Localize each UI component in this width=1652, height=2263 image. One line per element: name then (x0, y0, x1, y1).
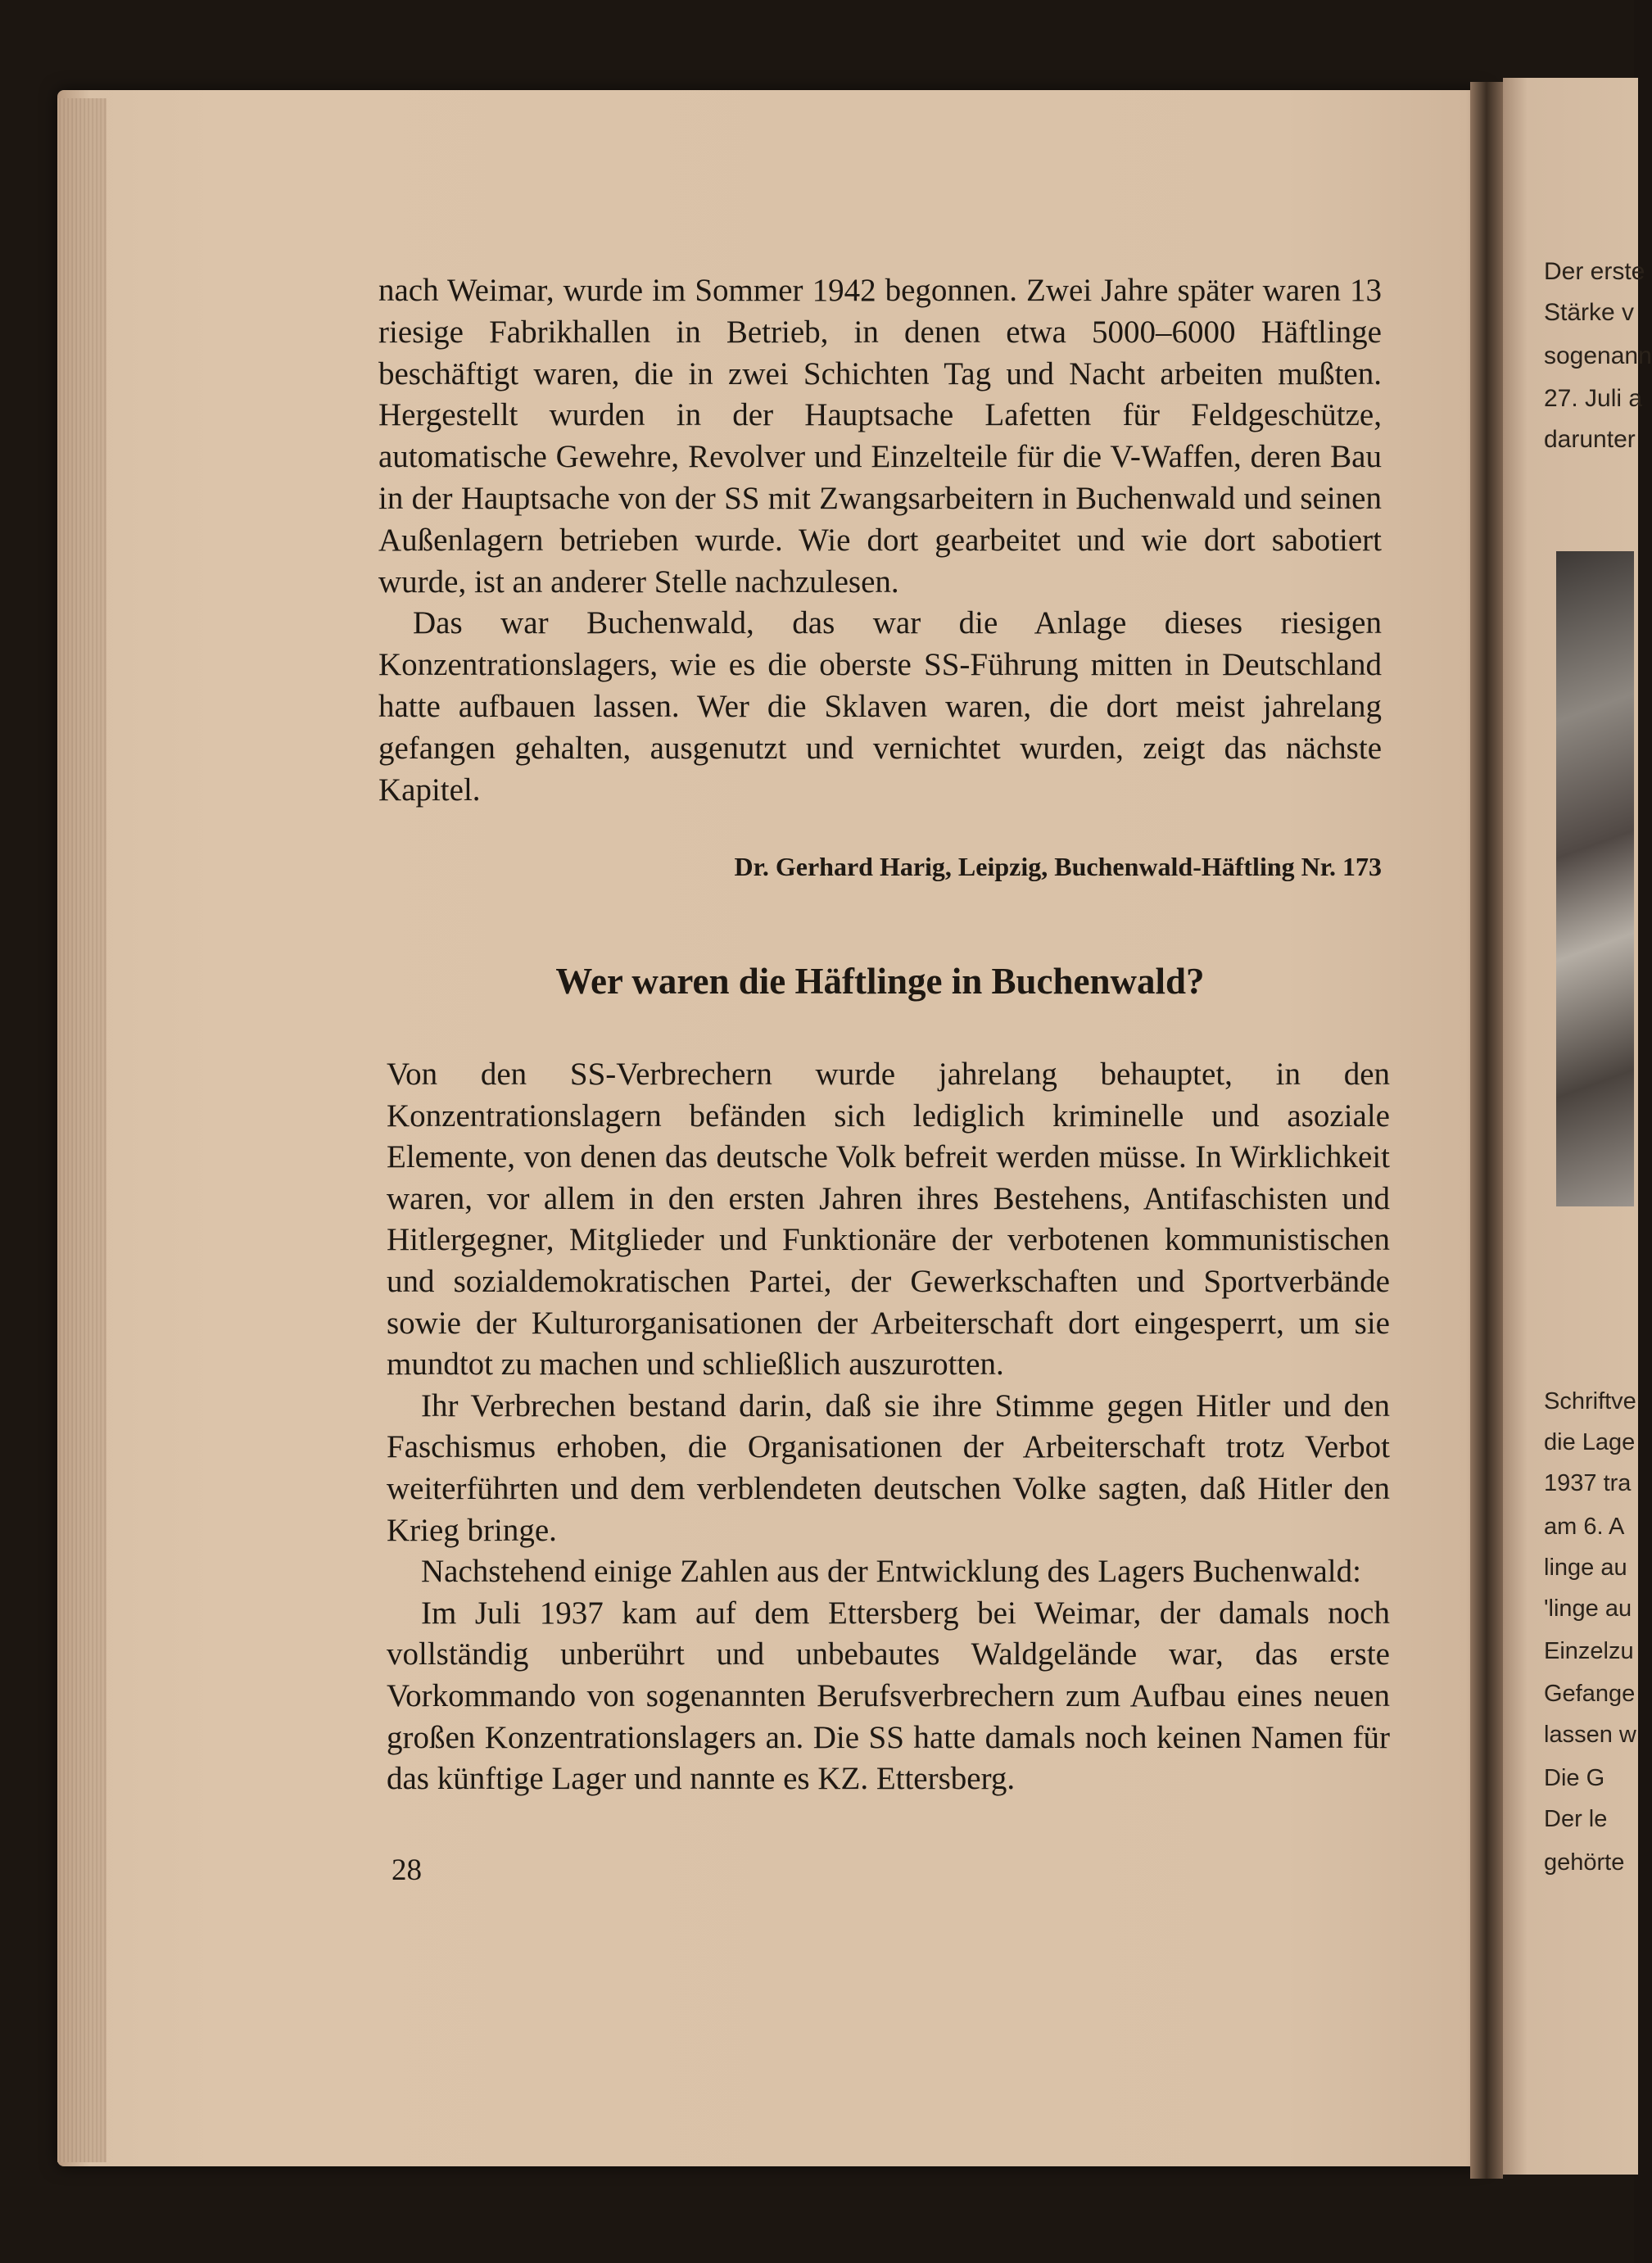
paragraph: nach Weimar, wurde im Sommer 1942 begonnen. Zwei Jahre später waren 13 riesige Fabrikhallen in Betrieb, in denen etwa 5000–6000 Häftlinge beschäftigt waren, die in zwei Schichten Tag und Nacht arbeiten mußten. Hergestellt wurden in der Hauptsache Lafetten für Feldgeschütze, automatische Gewehre, Revolver und Einzelteile für die V-Waffen, deren Bau in der Hauptsache von der SS mit Zwangsarbeitern in Buchenwald und seinen Außenlagern betrieben wurde. Wie dort gearbeitet und wie dort sabotiert wurde, ist an anderer Stelle nachzulesen. (378, 273, 1382, 600)
right-page-line: 27. Juli a (1544, 385, 1643, 412)
section2-body (387, 1054, 1390, 1800)
right-page-line: gehörte (1544, 1849, 1625, 1876)
right-page-line: die Lage (1544, 1429, 1636, 1455)
right-page-line: Einzelzu (1544, 1638, 1634, 1664)
right-page-line: sogenann (1544, 342, 1652, 369)
right-page-line: am 6. A (1544, 1514, 1625, 1540)
right-page-line: Der erste (1544, 258, 1645, 285)
right-page-line: 1937 tra (1544, 1470, 1632, 1496)
page-number: 28 (392, 1853, 422, 1887)
right-page-line: Gefange (1544, 1681, 1636, 1707)
right-page-line: Der le (1544, 1806, 1608, 1832)
right-page-line: Schriftve (1544, 1388, 1636, 1414)
right-page-line: Stärke v (1544, 299, 1635, 326)
paragraph: Das war Buchenwald, das war die Anlage dieses riesigen Konzentrationslagers, wie es die oberste SS-Führung mitten in Deutschland hatte aufbauen lassen. Wer die Sklaven waren, die dort meist jahrelang gefangen gehalten, ausgenutzt und vernichtet wurden, zeigt das nächste Kapitel. (378, 605, 1382, 808)
author-signature: Dr. Gerhard Harig, Leipzig, Buchenwald-Häftling Nr. 173 (734, 852, 1382, 881)
section1-body (378, 270, 1382, 811)
book-gutter (1470, 82, 1503, 2179)
paragraph: Von den SS-Verbrechern wurde jahrelang behauptet, in den Konzentrationslagern befänden sich lediglich kriminelle und asoziale Elemente, von denen das deutsche Volk befreit werden müsse. In Wirklichkeit waren, vor allem in den ersten Jahren ihres Bestehens, Antifaschisten und Hitlergegner, Mitglieder und Funktionäre der verbotenen kommunistischen und sozialdemokratischen Partei, der Gewerkschaften und Sportverbände sowie der Kulturorganisationen der Arbeiterschaft dort eingesperrt, um sie mundtot zu machen und schließlich auszurotten. (387, 1057, 1390, 1383)
right-page-line: 'linge au (1544, 1595, 1632, 1622)
right-page-line: linge au (1544, 1555, 1627, 1581)
right-page-line: lassen w (1544, 1722, 1636, 1748)
right-page-photo (1556, 551, 1634, 1206)
page-edge-stack (57, 98, 106, 2162)
right-page-line: Die G (1544, 1765, 1605, 1791)
paragraph: Im Juli 1937 kam auf dem Ettersberg bei Weimar, der damals noch vollständig unberührt und unbebautes Waldgelände war, das erste Vorkommando von sogenannten Berufsverbrechern zum Aufbau eines neuen großen Konzentrationslagers an. Die SS hatte damals noch keinen Namen für das künftige Lager und nannte es KZ. Ettersberg. (387, 1595, 1390, 1797)
right-page-line: darunter (1544, 426, 1636, 453)
paragraph: Ihr Verbrechen bestand darin, daß sie ihre Stimme gegen Hitler und den Faschismus erhoben, die Organisationen der Arbeiterschaft trotz Verbot weiterführten und dem verblendeten deutschen Volke sagten, daß Hitler den Krieg bringe. (387, 1387, 1390, 1548)
section-heading: Wer waren die Häftlinge in Buchenwald? (555, 961, 1205, 1002)
paragraph: Nachstehend einige Zahlen aus der Entwicklung des Lagers Buchenwald: (421, 1554, 1361, 1590)
